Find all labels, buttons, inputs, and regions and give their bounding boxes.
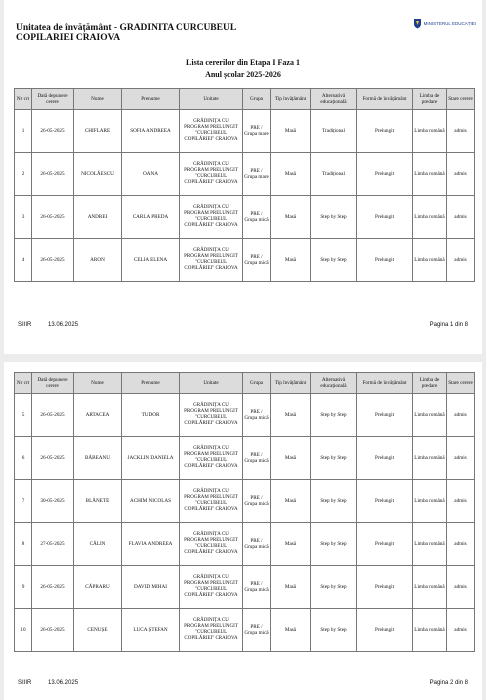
school-name-line2: COPILARIEI CRAIOVA bbox=[16, 33, 121, 43]
education-form: Prelungit bbox=[357, 153, 413, 196]
table-row bbox=[15, 153, 475, 196]
column-header: Stare cerere bbox=[447, 89, 475, 110]
submission-date: 26-05-2025 bbox=[32, 394, 74, 437]
footer-page-number: Pagina 2 din 8 bbox=[429, 680, 468, 686]
education-type: Masă bbox=[271, 609, 311, 652]
last-name: CHIFLARE bbox=[74, 110, 122, 153]
unit-name: GRĂDINIȚA CU PROGRAM PRELUNGIT "CURCUBEUL COPILĂRIEI" CRAIOVA bbox=[180, 609, 243, 652]
education-form: Prelungit bbox=[357, 394, 413, 437]
group: PRE / Grupa mică bbox=[243, 394, 271, 437]
column-header: Grupa bbox=[243, 89, 271, 110]
first-name: ACHIM NICOLAS bbox=[122, 480, 180, 523]
row-number: 8 bbox=[15, 523, 32, 566]
row-number: 4 bbox=[15, 239, 32, 282]
request-status: admis bbox=[447, 523, 475, 566]
table-row bbox=[15, 566, 475, 609]
teaching-language: Limba română bbox=[413, 196, 447, 239]
column-header: Formă de învățământ bbox=[357, 373, 413, 394]
submission-date: 26-05-2025 bbox=[32, 239, 74, 282]
education-type: Masă bbox=[271, 566, 311, 609]
first-name: DAVID MIHAI bbox=[122, 566, 180, 609]
unit-name: GRĂDINIȚA CU PROGRAM PRELUNGIT "CURCUBEUL COPILĂRIEI" CRAIOVA bbox=[180, 196, 243, 239]
first-name: FLAVIA ANDREEA bbox=[122, 523, 180, 566]
last-name: ANDREI bbox=[74, 196, 122, 239]
column-header: Prenume bbox=[122, 89, 180, 110]
request-status: admis bbox=[447, 110, 475, 153]
education-type: Masă bbox=[271, 523, 311, 566]
teaching-language: Limba română bbox=[413, 110, 447, 153]
group: PRE / Grupa mică bbox=[243, 196, 271, 239]
education-form: Prelungit bbox=[357, 523, 413, 566]
table-row bbox=[15, 437, 475, 480]
submission-date: 26-05-2025 bbox=[32, 566, 74, 609]
educational-alternative: Step by Step bbox=[311, 566, 357, 609]
document-page-2 bbox=[4, 362, 482, 700]
last-name: CENUȘE bbox=[74, 609, 122, 652]
school-name-line1: Unitatea de învățământ - GRADINITA CURCUBEUL bbox=[16, 23, 237, 33]
row-number: 7 bbox=[15, 480, 32, 523]
table-row bbox=[15, 394, 475, 437]
column-header: Dată depunere cerere bbox=[32, 373, 74, 394]
footer-date: 13.06.2025 bbox=[48, 322, 79, 328]
column-header: Alternativă educațională bbox=[311, 89, 357, 110]
teaching-language: Limba română bbox=[413, 153, 447, 196]
row-number: 9 bbox=[15, 566, 32, 609]
last-name: CĂPRARU bbox=[74, 566, 122, 609]
table-row bbox=[15, 110, 475, 153]
teaching-language: Limba română bbox=[413, 394, 447, 437]
last-name: NICOLĂESCU bbox=[74, 153, 122, 196]
educational-alternative: Tradițional bbox=[311, 153, 357, 196]
request-status: admis bbox=[447, 609, 475, 652]
group: PRE / Grupa mică bbox=[243, 239, 271, 282]
unit-name: GRĂDINIȚA CU PROGRAM PRELUNGIT "CURCUBEUL COPILĂRIEI" CRAIOVA bbox=[180, 239, 243, 282]
educational-alternative: Tradițional bbox=[311, 110, 357, 153]
footer-date: 13.06.2025 bbox=[48, 680, 79, 686]
group: PRE / Grupa mare bbox=[243, 110, 271, 153]
unit-name: GRĂDINIȚA CU PROGRAM PRELUNGIT "CURCUBEUL COPILĂRIEI" CRAIOVA bbox=[180, 566, 243, 609]
column-header: Prenume bbox=[122, 373, 180, 394]
submission-date: 26-05-2025 bbox=[32, 437, 74, 480]
last-name: BĂBEANU bbox=[74, 437, 122, 480]
first-name: LUCA ȘTEFAN bbox=[122, 609, 180, 652]
education-type: Masă bbox=[271, 480, 311, 523]
group: PRE / Grupa mică bbox=[243, 437, 271, 480]
educational-alternative: Step by Step bbox=[311, 609, 357, 652]
requests-table-page2 bbox=[14, 372, 475, 652]
submission-date: 26-05-2025 bbox=[32, 196, 74, 239]
column-header: Nume bbox=[74, 89, 122, 110]
educational-alternative: Step by Step bbox=[311, 437, 357, 480]
column-header: Limba de predare bbox=[413, 89, 447, 110]
education-form: Prelungit bbox=[357, 110, 413, 153]
education-type: Masă bbox=[271, 153, 311, 196]
row-number: 6 bbox=[15, 437, 32, 480]
unit-name: GRĂDINIȚA CU PROGRAM PRELUNGIT "CURCUBEUL COPILĂRIEI" CRAIOVA bbox=[180, 480, 243, 523]
unit-name: GRĂDINIȚA CU PROGRAM PRELUNGIT "CURCUBEUL COPILĂRIEI" CRAIOVA bbox=[180, 394, 243, 437]
table-row bbox=[15, 523, 475, 566]
teaching-language: Limba română bbox=[413, 480, 447, 523]
column-header: Limba de predare bbox=[413, 373, 447, 394]
educational-alternative: Step by Step bbox=[311, 480, 357, 523]
first-name: OANA bbox=[122, 153, 180, 196]
column-header: Dată depunere cerere bbox=[32, 89, 74, 110]
column-header: Grupa bbox=[243, 373, 271, 394]
row-number: 1 bbox=[15, 110, 32, 153]
column-header: Stare cerere bbox=[447, 373, 475, 394]
unit-name: GRĂDINIȚA CU PROGRAM PRELUNGIT "CURCUBEUL COPILĂRIEI" CRAIOVA bbox=[180, 153, 243, 196]
school-name bbox=[16, 23, 276, 43]
education-form: Prelungit bbox=[357, 609, 413, 652]
education-form: Prelungit bbox=[357, 437, 413, 480]
ministry-logo bbox=[413, 18, 476, 29]
last-name: BLĂNETE bbox=[74, 480, 122, 523]
column-header: Nume bbox=[74, 373, 122, 394]
teaching-language: Limba română bbox=[413, 609, 447, 652]
table-row bbox=[15, 480, 475, 523]
table-row bbox=[15, 609, 475, 652]
request-status: admis bbox=[447, 566, 475, 609]
educational-alternative: Step by Step bbox=[311, 196, 357, 239]
request-status: admis bbox=[447, 394, 475, 437]
group: PRE / Grupa mică bbox=[243, 523, 271, 566]
educational-alternative: Step by Step bbox=[311, 239, 357, 282]
first-name: SOFIA ANDREEA bbox=[122, 110, 180, 153]
submission-date: 26-05-2025 bbox=[32, 609, 74, 652]
column-header: Nr crt bbox=[15, 373, 32, 394]
school-year: Anul școlar 2025-2026 bbox=[205, 70, 281, 79]
row-number: 5 bbox=[15, 394, 32, 437]
unit-name: GRĂDINIȚA CU PROGRAM PRELUNGIT "CURCUBEUL COPILĂRIEI" CRAIOVA bbox=[180, 437, 243, 480]
first-name: TUDOR bbox=[122, 394, 180, 437]
teaching-language: Limba română bbox=[413, 523, 447, 566]
column-header: Unitate bbox=[180, 373, 243, 394]
table-header-row bbox=[15, 89, 475, 110]
education-type: Masă bbox=[271, 196, 311, 239]
request-status: admis bbox=[447, 153, 475, 196]
table-header-row bbox=[15, 373, 475, 394]
group: PRE / Grupa mare bbox=[243, 153, 271, 196]
submission-date: 26-05-2025 bbox=[32, 110, 74, 153]
column-header: Tip învățământ bbox=[271, 373, 311, 394]
document-page-1 bbox=[4, 0, 482, 354]
unit-name: GRĂDINIȚA CU PROGRAM PRELUNGIT "CURCUBEUL COPILĂRIEI" CRAIOVA bbox=[180, 523, 243, 566]
first-name: CARLA PREDA bbox=[122, 196, 180, 239]
teaching-language: Limba română bbox=[413, 239, 447, 282]
request-status: admis bbox=[447, 196, 475, 239]
row-number: 2 bbox=[15, 153, 32, 196]
group: PRE / Grupa mică bbox=[243, 566, 271, 609]
last-name: ARTACEA bbox=[74, 394, 122, 437]
education-form: Prelungit bbox=[357, 566, 413, 609]
last-name: ARON bbox=[74, 239, 122, 282]
ministry-name: MINISTERUL EDUCAȚIEI bbox=[423, 21, 476, 26]
education-type: Masă bbox=[271, 110, 311, 153]
coat-of-arms-icon bbox=[413, 18, 422, 29]
column-header: Unitate bbox=[180, 89, 243, 110]
last-name: CĂLIN bbox=[74, 523, 122, 566]
table-row bbox=[15, 239, 475, 282]
education-type: Masă bbox=[271, 394, 311, 437]
column-header: Nr crt bbox=[15, 89, 32, 110]
education-type: Masă bbox=[271, 437, 311, 480]
group: PRE / Grupa mică bbox=[243, 609, 271, 652]
row-number: 3 bbox=[15, 196, 32, 239]
group: PRE / Grupa mică bbox=[243, 480, 271, 523]
column-header: Alternativă educațională bbox=[311, 373, 357, 394]
first-name: CELIA ELENA bbox=[122, 239, 180, 282]
requests-table-page1 bbox=[14, 88, 475, 282]
submission-date: 26-05-2025 bbox=[32, 153, 74, 196]
request-status: admis bbox=[447, 239, 475, 282]
submission-date: 30-05-2025 bbox=[32, 480, 74, 523]
column-header: Formă de învățământ bbox=[357, 89, 413, 110]
footer-page-number: Pagina 1 din 8 bbox=[429, 322, 468, 328]
column-header: Tip învățământ bbox=[271, 89, 311, 110]
footer-siiir: SIIIR bbox=[18, 322, 32, 328]
education-form: Prelungit bbox=[357, 480, 413, 523]
submission-date: 27-05-2025 bbox=[32, 523, 74, 566]
request-status: admis bbox=[447, 437, 475, 480]
table-row bbox=[15, 196, 475, 239]
request-status: admis bbox=[447, 480, 475, 523]
teaching-language: Limba română bbox=[413, 566, 447, 609]
education-type: Masă bbox=[271, 239, 311, 282]
first-name: JACKLIN DANIELA bbox=[122, 437, 180, 480]
footer-siiir: SIIIR bbox=[18, 680, 32, 686]
row-number: 10 bbox=[15, 609, 32, 652]
educational-alternative: Step by Step bbox=[311, 394, 357, 437]
education-form: Prelungit bbox=[357, 239, 413, 282]
list-title: Lista cererilor din Etapa I Faza 1 bbox=[186, 58, 300, 67]
education-form: Prelungit bbox=[357, 196, 413, 239]
unit-name: GRĂDINIȚA CU PROGRAM PRELUNGIT "CURCUBEUL COPILĂRIEI" CRAIOVA bbox=[180, 110, 243, 153]
educational-alternative: Step by Step bbox=[311, 523, 357, 566]
teaching-language: Limba română bbox=[413, 437, 447, 480]
